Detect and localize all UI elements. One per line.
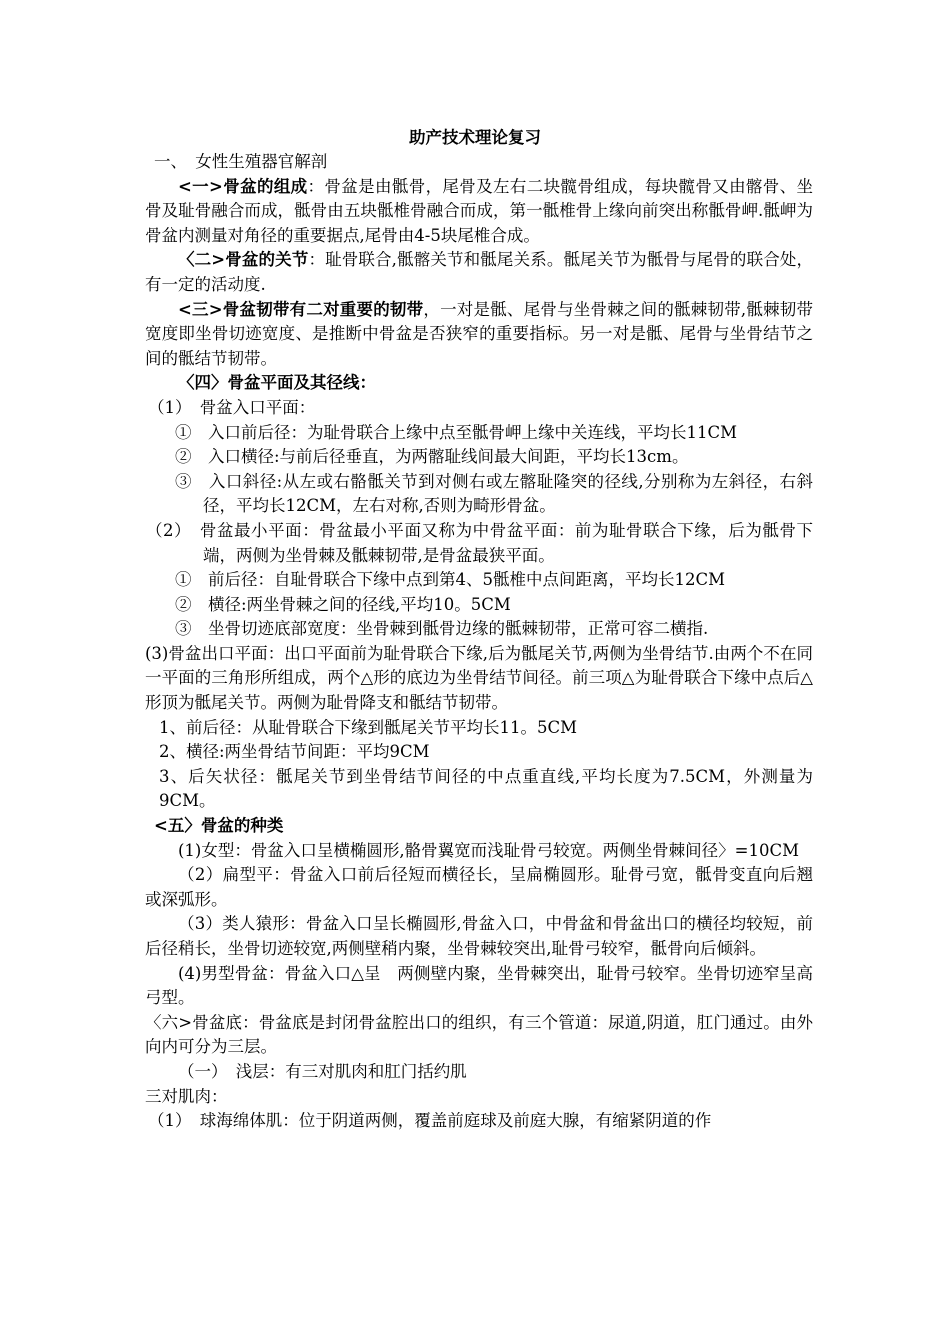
list-item: 1、前后径：从耻骨联合下缘到骶尾关节平均长11。5CM (159, 717, 578, 737)
list-item: 2、横径:两坐骨结节间距：平均9CM (159, 742, 430, 762)
paragraph-text: ，一对是骶、尾骨与坐骨棘之间的骶棘韧带,骶棘韧带宽度即坐骨切迹宽度、是推断中骨盆是否狭窄的重要指标。另一对是骶、尾骨与坐骨结节之间的骶结节韧带。 (145, 299, 814, 368)
pelvis-type-paragraph: （2）扁型平：骨盆入口前后径短而横径长，呈扁椭圆形。耻骨弓宽，骶骨变直向后翘或深弧形。 (145, 865, 813, 909)
section-heading: 一、 女性生殖器官解剖 (154, 152, 328, 171)
outlet-plane-paragraph: (3)骨盆出口平面：出口平面前为耻骨联合下缘,后为骶尾关节,两侧为坐骨结节.由两个不在同一平面的三角形所组成，两个△形的底边为坐骨结节间径。前三项△为耻骨联合下缘中点后△形顶为骶尾关节。两侧为耻骨降支和骶结节韧带。 (145, 643, 813, 713)
list-item: ③ 入口斜径:从左或右骼骶关节到对侧右或左髂耻隆突的径线,分别称为左斜径，右斜径，平均长12CM，左右对称,否则为畸形骨盆。 (175, 471, 813, 516)
document-title: 助产技术理论复习 (409, 128, 541, 147)
subsection-heading: <五〉骨盆的种类 (154, 816, 284, 836)
list-item: 3、后矢状径：骶尾关节到坐骨结节间径的中点重直线,平均长度为7.5CM，外测量为9CM。 (159, 766, 813, 811)
paragraph-text: ：骨盆是由骶骨，尾骨及左右二块髋骨组成，每块髋骨又由髂骨、坐骨及耻骨融合而成，骶骨由五块骶椎骨融合而成，第一骶椎骨上缘向前突出称骶骨岬.骶岬为骨盆内测量对角径的重要据点,尾骨由4-5块尾椎合成。 (145, 176, 814, 245)
pelvis-type-paragraph: (1)女型：骨盆入口呈横椭圆形,骼骨翼宽而浅耻骨弓较宽。两侧坐骨棘间径〉=10CM (178, 840, 799, 860)
layer-heading: （一） 浅层：有三对肌肉和肛门括约肌 (178, 1061, 467, 1081)
paragraph-lead: 〈二>骨盆的关节 (178, 250, 309, 270)
paragraph-lead: <一>骨盆的组成 (178, 176, 308, 196)
list-item: ② 横径:两坐骨棘之间的径线,平均10。5CM (175, 594, 511, 614)
inlet-plane-heading: （1） 骨盆入口平面： (148, 397, 316, 417)
list-item: ① 入口前后径：为耻骨联合上缘中点至骶骨岬上缘中关连线，平均长11CM (175, 422, 738, 442)
list-item: ③ 坐骨切迹底部宽度：坐骨棘到骶骨边缘的骶棘韧带，正常可容二横指. (175, 619, 709, 639)
muscle-item: （1） 球海绵体肌：位于阴道两侧，覆盖前庭球及前庭大腺，有缩紧阴道的作 (148, 1111, 712, 1131)
paragraph-lead: <三>骨盆韧带有二对重要的韧带 (178, 299, 424, 319)
midplane-heading: （2） 骨盆最小平面：骨盆最小平面又称为中骨盆平面：前为耻骨联合下缘，后为骶骨下端，两侧为坐骨棘及骶棘韧带,是骨盆最狭平面。 (146, 520, 813, 565)
paragraph-pelvis-joints (145, 248, 813, 297)
list-item: ① 前后径：自耻骨联合下缘中点到第4、5骶椎中点间距离，平均长12CM (175, 570, 726, 590)
pelvic-floor-paragraph: 〈六>骨盆底：骨盆底是封闭骨盆腔出口的组织，有三个管道：尿道,阴道，肛门通过。由外向内可分为三层。 (145, 1012, 813, 1057)
subsection-heading: 〈四〉骨盆平面及其径线： (178, 373, 376, 393)
list-item: ② 入口横径:与前后径垂直，为两髂耻线间最大间距，平均长13cm。 (175, 447, 689, 467)
document-body (145, 150, 813, 1134)
pelvis-type-paragraph: （3）类人猿形：骨盆入口呈长椭圆形,骨盆入口，中骨盆和骨盆出口的横径均较短，前后径稍长，坐骨切迹较宽,两侧壁稍内聚，坐骨棘较突出,耻骨弓较窄，骶骨向后倾斜。 (145, 914, 813, 958)
paragraph-text: ：耻骨联合,骶髂关节和骶尾关系。骶尾关节为骶骨与尾骨的联合处，有一定的活动度. (145, 250, 813, 294)
paragraph-pelvis-composition (145, 175, 813, 249)
muscles-heading: 三对肌肉： (145, 1086, 228, 1106)
paragraph-pelvis-ligaments (145, 298, 813, 372)
pelvis-type-paragraph: (4)男型骨盆：骨盆入口△呈 两侧壁内聚，坐骨棘突出，耻骨弓较窄。坐骨切迹窄呈高弓型。 (145, 963, 813, 1008)
